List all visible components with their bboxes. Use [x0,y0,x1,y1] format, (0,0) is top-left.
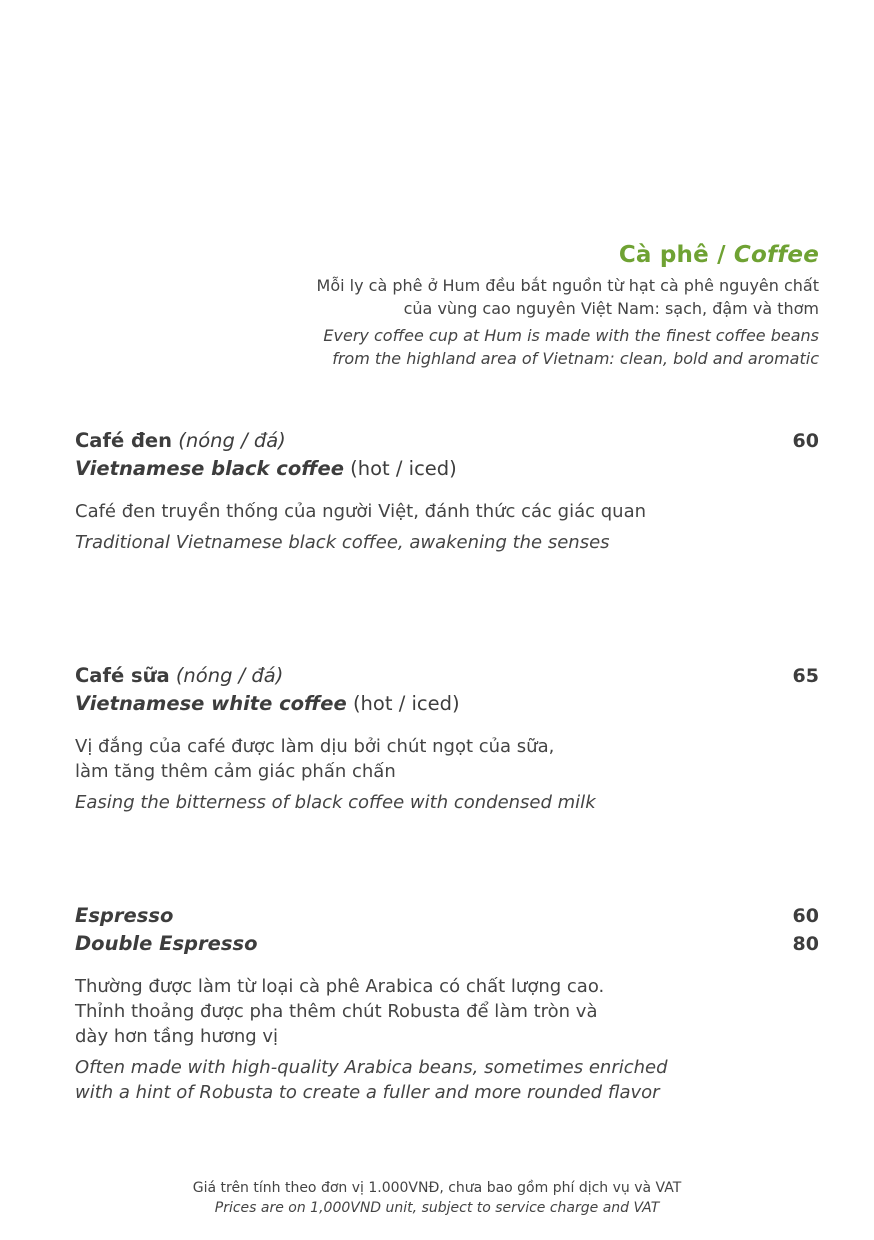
desc-en-line-2: with a hint of Robusta to create a fuller and more rounded flavor [75,1082,660,1103]
intro-vi-line-2: của vùng cao nguyên Việt Nam: sạch, đậm và thơm [403,299,819,318]
item-name-en-main: Vietnamese white coffee [75,692,347,715]
item-name-double-espresso-main: Double Espresso [75,932,258,955]
item-name-vi-main: Café sữa [75,664,170,687]
section-title-vi: Cà phê / [618,242,734,268]
item-desc-en [75,530,819,555]
footer-note-en: Prices are on 1,000VND unit, subject to service charge and VAT [214,1200,660,1216]
desc-vi-line-2: làm tăng thêm cảm giác phấn chấn [75,761,396,782]
intro-en-line-1: Every coffee cup at Hum is made with the finest coffee beans [323,326,819,345]
desc-en-line-1: Traditional Vietnamese black coffee, awakening the senses [75,532,610,553]
item-name-en-note: (hot / iced) [346,692,460,715]
item-desc-vi [75,499,819,524]
item-price-espresso: 60 [792,905,819,927]
item-name-en [75,690,819,718]
section-intro-en [259,324,819,370]
footer-note-vi: Giá trên tính theo đơn vị 1.000VNĐ, chưa bao gồm phí dịch vụ và VAT [192,1180,682,1196]
item-price-double-espresso: 80 [792,933,819,955]
menu-item-espresso [75,902,819,1105]
item-name-vi-note: (nóng / đá) [169,664,284,687]
item-name-row [75,662,819,690]
desc-vi-line-1: Thường được làm từ loại cà phê Arabica có chất lượng cao. [75,976,605,997]
item-desc-vi [75,734,819,784]
item-desc-en [75,790,819,815]
menu-item-white-coffee [75,662,819,815]
item-desc-vi [75,974,819,1049]
price-note-footer [0,1178,874,1218]
item-name-vi-note: (nóng / đá) [172,429,286,452]
item-name-row-espresso [75,902,819,930]
section-title [259,238,819,272]
item-price: 60 [792,430,819,452]
desc-en-line-1: Often made with high-quality Arabica beans, sometimes enriched [75,1057,668,1078]
intro-en-line-2: from the highland area of Vietnam: clean, bold and aromatic [332,349,819,368]
desc-vi-line-3: dày hơn tầng hương vị [75,1026,279,1047]
item-name-en-main: Vietnamese black coffee [75,457,344,480]
desc-vi-line-2: Thỉnh thoảng được pha thêm chút Robusta để làm tròn và [75,1001,598,1022]
desc-vi-line-1: Vị đắng của café được làm dịu bởi chút ngọt của sữa, [75,736,555,757]
item-name-en-note: (hot / iced) [343,457,457,480]
item-price: 65 [792,665,819,687]
item-name-en [75,455,819,483]
item-name-row-double-espresso [75,930,819,958]
section-intro-vi [259,274,819,320]
item-name-vi [75,662,283,690]
item-name-double-espresso [75,930,257,958]
section-header [259,238,819,370]
desc-en-line-1: Easing the bitterness of black coffee with condensed milk [75,792,596,813]
item-name-espresso-main: Espresso [75,904,174,927]
item-desc-en [75,1055,819,1105]
intro-vi-line-1: Mỗi ly cà phê ở Hum đều bắt nguồn từ hạt cà phê nguyên chất [316,276,819,295]
item-name-row [75,427,819,455]
item-name-vi-main: Café đen [75,429,173,452]
item-name-vi [75,427,286,455]
item-name-espresso [75,902,173,930]
menu-item-black-coffee [75,427,819,555]
desc-vi-line-1: Café đen truyền thống của người Việt, đánh thức các giác quan [75,501,647,522]
section-title-en: Coffee [733,242,819,268]
